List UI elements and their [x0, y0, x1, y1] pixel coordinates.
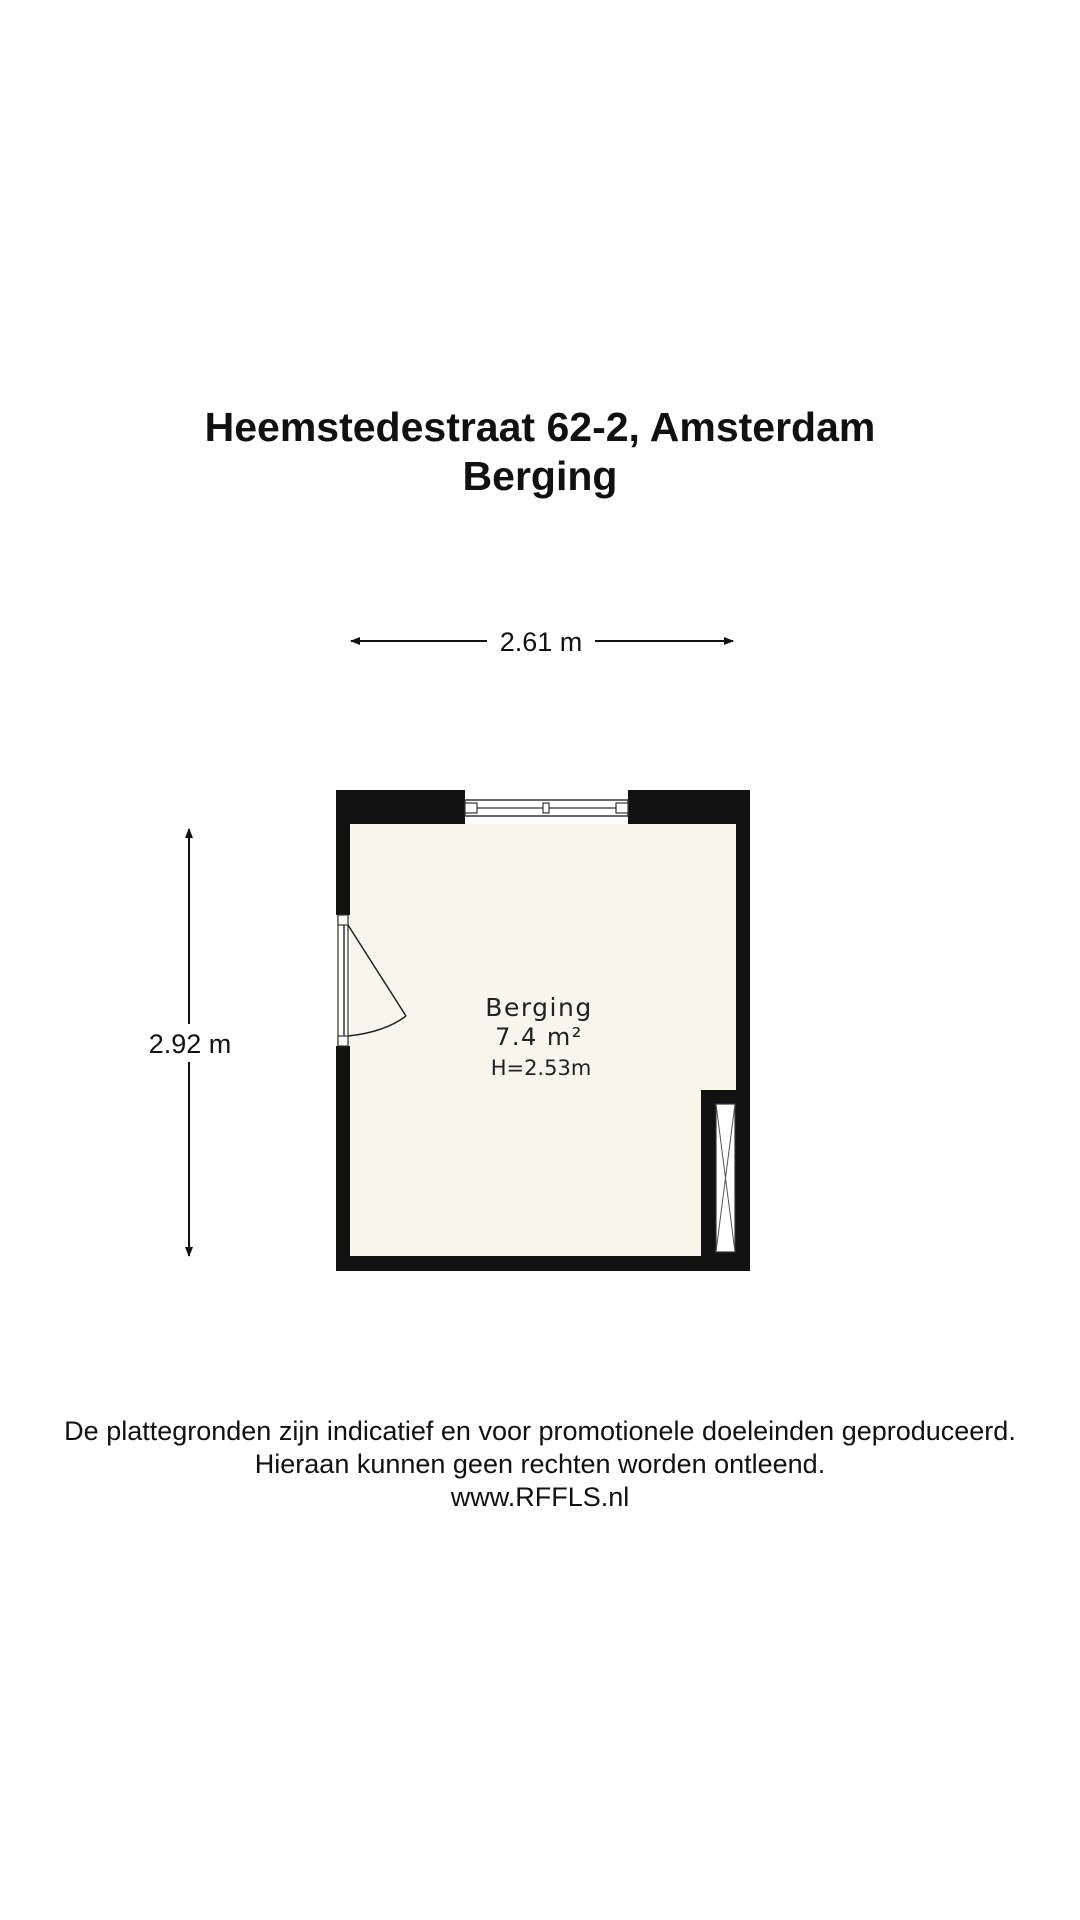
- door-jamb-bottom: [338, 1036, 348, 1046]
- width-dimension-label: 2.61 m: [499, 627, 583, 657]
- door-jamb-top: [338, 915, 348, 925]
- room-height-label: H=2.53m: [490, 1056, 592, 1080]
- wall-top-right: [628, 790, 750, 824]
- wall-right: [736, 824, 750, 1271]
- plan-address-title: Heemstedestraat 62-2, Amsterdam: [204, 404, 876, 450]
- wall-left-lower: [336, 1046, 350, 1271]
- wall-top-left: [336, 790, 465, 824]
- door-opening: [338, 915, 348, 1046]
- room-area-label: 7.4 m²: [495, 1023, 583, 1051]
- window-mullion: [543, 803, 549, 813]
- wall-left-upper: [336, 790, 350, 915]
- disclaimer-line-2: Hieraan kunnen geen rechten worden ontleend.: [254, 1449, 826, 1479]
- room-name-label: Berging: [485, 993, 593, 1022]
- disclaimer-line-1: De plattegronden zijn indicatief en voor promotionele doeleinden geproduceerd.: [64, 1416, 1016, 1446]
- website-link[interactable]: www.RFFLS.nl: [450, 1482, 630, 1512]
- depth-dimension-label: 2.92 m: [148, 1029, 232, 1059]
- window-jamb-left: [465, 803, 477, 813]
- wall-bottom: [336, 1256, 750, 1271]
- window: [465, 800, 628, 816]
- window-jamb-right: [616, 803, 628, 813]
- cabinet: [716, 1104, 735, 1252]
- width-dimension: [351, 627, 733, 657]
- plan-subtitle: Berging: [462, 453, 618, 499]
- depth-dimension: [149, 829, 232, 1256]
